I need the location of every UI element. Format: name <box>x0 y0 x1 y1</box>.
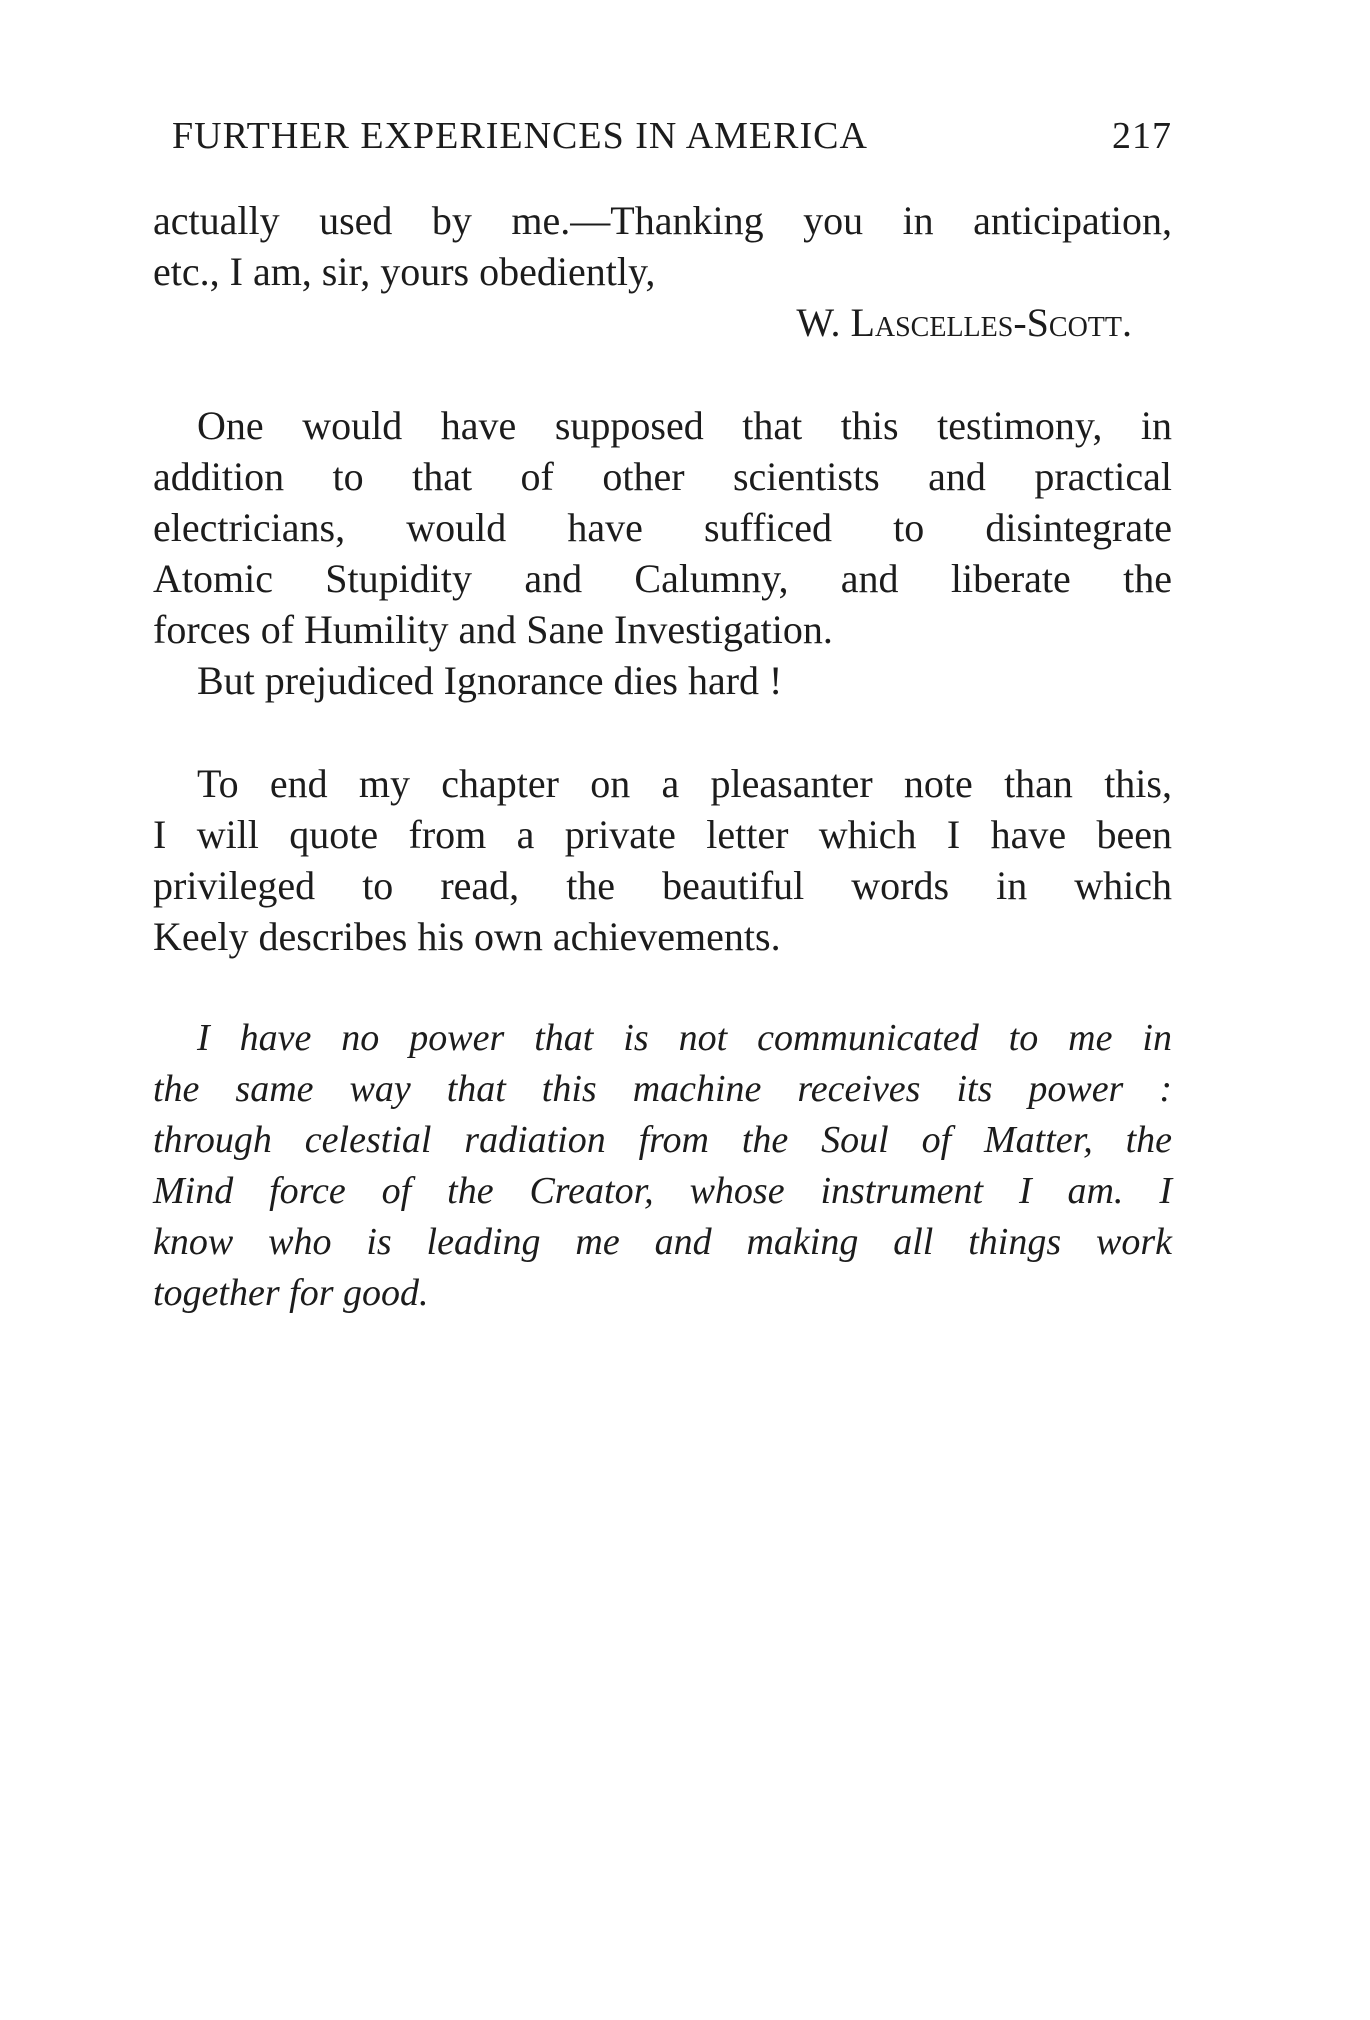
paragraph <box>153 758 1172 962</box>
running-head <box>172 112 1172 160</box>
quote-line: through celestial radiation from the Soul of Matter, the <box>153 1119 1172 1161</box>
quotation <box>153 1013 1172 1319</box>
quote-line: the same way that this machine receives its power : <box>153 1068 1172 1110</box>
quote-line: together for good. <box>153 1272 429 1314</box>
running-title: FURTHER EXPERIENCES IN AMERICA <box>172 115 868 157</box>
text-line: I will quote from a private letter which I have been <box>153 812 1172 857</box>
paragraph <box>153 655 1172 706</box>
text-line: Keely describes his own achievements. <box>153 914 781 959</box>
quote-line: know who is leading me and making all things work <box>153 1221 1172 1263</box>
letter-close <box>153 195 1172 348</box>
text-line: But prejudiced Ignorance dies hard ! <box>197 658 783 703</box>
text-line: actually used by me.—Thanking you in anticipation, <box>153 198 1172 243</box>
text-line: forces of Humility and Sane Investigation. <box>153 607 833 652</box>
quote-line: Mind force of the Creator, whose instrument I am. I <box>153 1170 1172 1212</box>
page-number: 217 <box>1112 115 1172 157</box>
text-line: etc., I am, sir, yours obediently, <box>153 249 656 294</box>
text-line: To end my chapter on a pleasanter note than this, <box>197 761 1172 806</box>
paragraph <box>153 400 1172 655</box>
quote-line: I have no power that is not communicated to me in <box>197 1017 1172 1059</box>
signature: W. Lascelles-Scott. <box>796 300 1132 345</box>
text-line: Atomic Stupidity and Calumny, and liberate the <box>153 556 1172 601</box>
text-line: One would have supposed that this testimony, in <box>197 403 1172 448</box>
text-line: addition to that of other scientists and practical <box>153 454 1172 499</box>
text-line: electricians, would have sufficed to disintegrate <box>153 505 1172 550</box>
text-line: privileged to read, the beautiful words in which <box>153 863 1172 908</box>
